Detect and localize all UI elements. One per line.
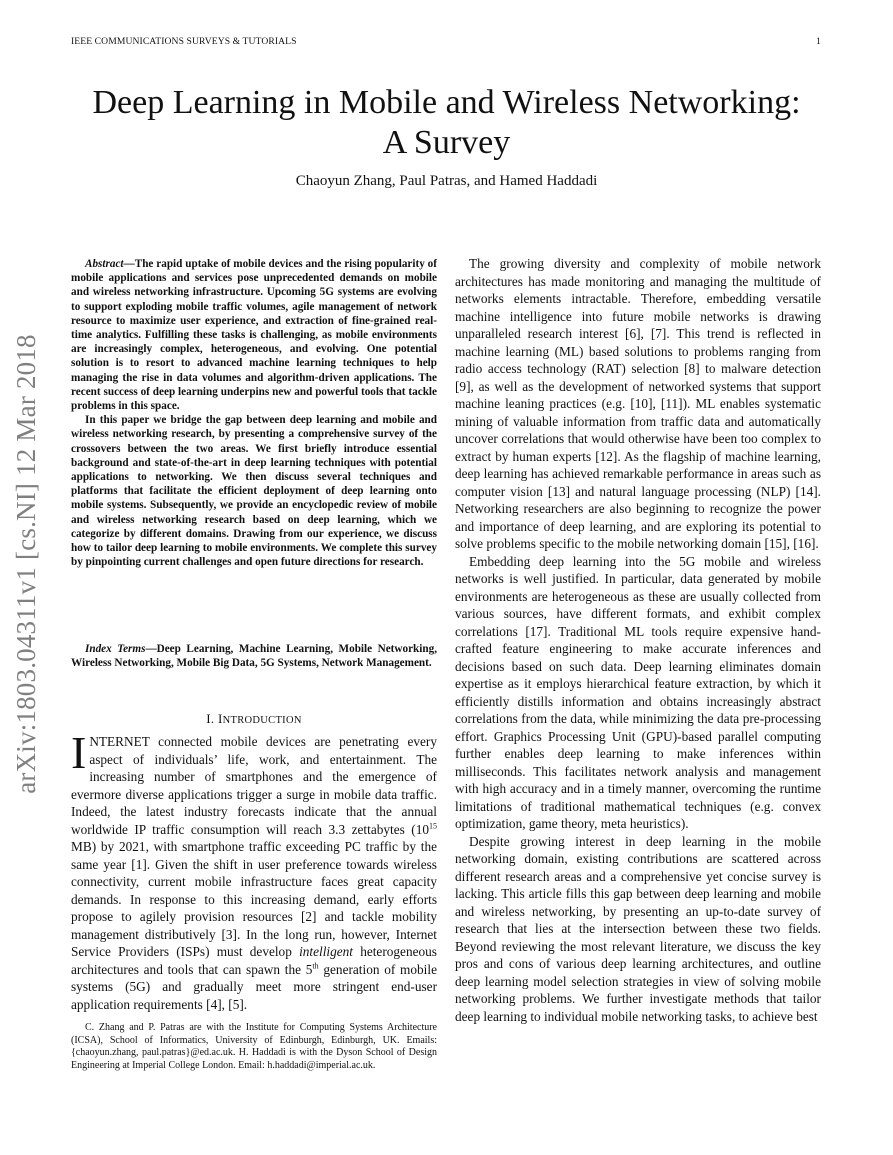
title-line-2: A Survey: [382, 124, 511, 161]
right-column: [455, 255, 821, 1025]
intro-emphasis: intelligent: [299, 944, 353, 959]
intro-text-4: generation of mobile systems (5G) and gradually meet more stringent end-user application requirements [4], [5].: [71, 961, 437, 1012]
index-terms-text: —Deep Learning, Machine Learning, Mobile Networking, Wireless Networking, Mobile Big Data, 5G Systems, Network Management.: [71, 643, 437, 670]
superscript-15: 15: [429, 821, 437, 831]
intro-text-3: heterogeneous architectures and tools that can spawn the 5: [71, 944, 437, 977]
right-paragraph-3: Despite growing interest in deep learning in the mobile networking domain, existing contributions are scattered across different research areas and a comprehensive yet concise survey is lacking. This article fills this gap between deep learning and mobile and wireless networking, by presenting an up-to-date survey of research that lies at the intersection between these two fields. Beyond reviewing the most relevant literature, we discuss the key pros and cons of various deep learning architectures, and outline deep learning model selection strategies in view of solving mobile networking problems. We further investigate methods that tailor deep learning to individual mobile networking tasks, to achieve best: [455, 833, 821, 1024]
right-paragraph-1: The growing diversity and complexity of mobile network architectures has made monitoring and managing the multitude of networks elements intractable. Therefore, embedding versatile machine intelligence into future mobile networks is drawing unparalleled research interest [6], [7]. This trend is reflected in machine learning (ML) based solutions to problems ranging from radio access technology (RAT) selection [8] to malware detection [9], as well as the development of networked systems that support machine leaning practices (e.g. [10], [11]). ML enables systematic mining of valuable information from traffic data and automatically uncover correlations that would otherwise have been too complex to extract by human experts [12]. As the flagship of machine learning, deep learning has achieved remarkable performance in areas such as computer vision [13] and natural language processing (NLP) [14]. Networking researchers are also beginning to recognize the power and importance of deep learning, and are exploring its potential to solve problems specific to the mobile networking domain [15], [16].: [455, 256, 821, 551]
section-title-rest: NTRODUCTION: [222, 715, 302, 726]
arxiv-stamp: arXiv:1803.04311v1 [cs.NI] 12 Mar 2018: [11, 334, 41, 794]
running-header-journal: IEEE COMMUNICATIONS SURVEYS & TUTORIALS: [71, 36, 297, 47]
index-terms-label: Index Terms: [85, 643, 146, 655]
intro-lead-word: NTERNET: [89, 734, 150, 749]
abstract: [71, 257, 437, 569]
section-heading-introduction: [71, 711, 437, 727]
intro-text-1: connected mobile devices are penetrating every aspect of individuals’ life, work, and entertainment. The increasing number of smartphones and the emergence of evermore diverse applications trigger a surge in mobile data traffic. Indeed, the latest industry forecasts indicate that the annual worldwide IP traffic consumption will reach 3.3 zettabytes (10: [71, 734, 437, 837]
title-line-1: Deep Learning in Mobile and Wireless Networking:: [92, 84, 801, 121]
intro-text-2: MB) by 2021, with smartphone traffic exceeding PC traffic by the same year [1]. Given the shift in user preference towards wireless connectivity, current mobile infrastructure faces great capacity demands. In response to this increasing demand, early efforts propose to agilely provision resources [2] and tackle mobility management distributively [3]. In the long run, however, Internet Service Providers (ISPs) must develop: [71, 839, 437, 959]
abstract-text-1: —The rapid uptake of mobile devices and the rising popularity of mobile applications and services pose unprecedented demands on mobile and wireless networking infrastructure. Upcoming 5G systems are evolving to support exploding mobile traffic volumes, agile management of network resource to maximize user experience, and extraction of fine-grained real-time analytics. Fulfilling these tasks is challenging, as mobile environments are increasingly complex, heterogeneous, and evolving. One potential solution is to resort to advanced machine learning techniques to help managing the rise in data volumes and algorithm-driven applications. The recent success of deep learning underpins new and powerful tools that tackle problems in this space.: [71, 258, 437, 413]
paper-title: [0, 83, 893, 163]
abstract-label: Abstract: [85, 258, 124, 270]
page-number: 1: [816, 36, 821, 47]
index-terms: [71, 642, 437, 670]
abstract-paragraph-1: [71, 257, 437, 413]
superscript-th: th: [312, 961, 319, 971]
section-number: I.: [206, 711, 218, 726]
intro-paragraph: [71, 727, 437, 1013]
section-title-initial: I: [217, 711, 223, 726]
drop-cap: I: [71, 727, 87, 778]
author-list: Chaoyun Zhang, Paul Patras, and Hamed Haddadi: [295, 173, 598, 189]
right-paragraph-2: Embedding deep learning into the 5G mobile and wireless networks is well justified. In particular, data generated by mobile environments are heterogeneous as these are usually collected from various sources, have different formats, and exhibit complex correlations [17]. Traditional ML tools require expensive hand-crafted feature engineering to make accurate inferences and decisions based on such data. Deep learning eliminates domain expertise as it employs hierarchical feature extraction, by which it efficiently distills information and obtains increasingly abstract correlations from the data, while minimizing the data pre-processing effort. Graphics Processing Unit (GPU)-based parallel computing further enables deep learning to make inferences within milliseconds. This facilitates network analysis and management with high accuracy and in a timely manner, overcoming the runtime limitations of traditional mathematical techniques (e.g. convex optimization, game theory, meta heuristics).: [455, 553, 821, 831]
author-footnote: C. Zhang and P. Patras are with the Institute for Computing Systems Architecture (ICSA), School of Informatics, University of Edinburgh, Edinburgh, UK. Emails: {chaoyun.zhang, paul.patras}@ed.ac.uk. H. Haddadi is with the Dyson School of Design Engineering at Imperial College London. Email: h.haddadi@imperial.ac.uk.: [71, 1022, 437, 1071]
abstract-paragraph-2: In this paper we bridge the gap between deep learning and mobile and wireless networking research, by presenting a comprehensive survey of the crossovers between the two areas. We first briefly introduce essential background and state-of-the-art in deep learning techniques with potential applications to networking. We then discuss several techniques and platforms that facilitate the efficient deployment of deep learning onto mobile systems. Subsequently, we provide an encyclopedic review of mobile and wireless networking research based on deep learning, which we categorize by different domains. Drawing from our experience, we discuss how to tailor deep learning to mobile environments. We complete this survey by pinpointing current challenges and open future directions for research.: [71, 414, 437, 569]
